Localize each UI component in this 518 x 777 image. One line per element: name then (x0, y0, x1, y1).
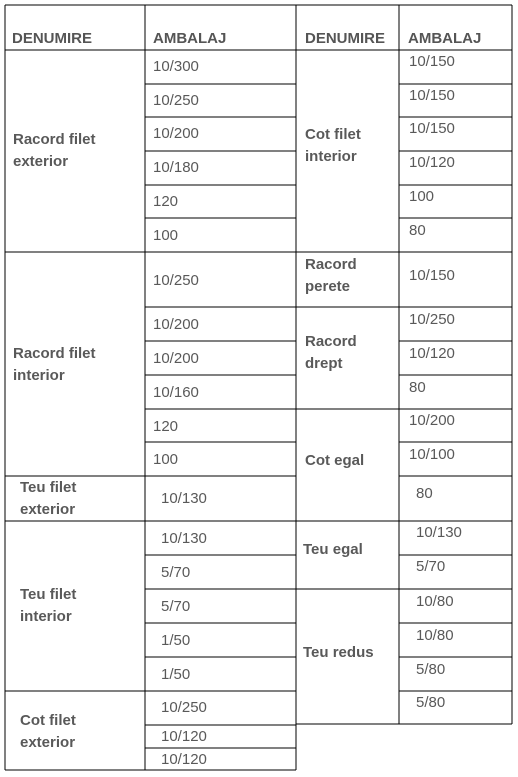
pack-value: 10/130 (416, 524, 462, 541)
product-name: Teu filet interior (20, 586, 77, 625)
pack-value: 10/120 (409, 345, 455, 362)
header-right-denumire: DENUMIRE (305, 30, 386, 47)
product-name: Teu egal (303, 541, 363, 558)
pack-value: 120 (153, 193, 179, 210)
pack-value: 5/80 (416, 694, 446, 711)
pack-value: 10/300 (153, 58, 199, 75)
pack-value: 80 (416, 485, 433, 502)
pack-value: 5/70 (161, 564, 191, 581)
pack-value: 10/200 (153, 316, 199, 333)
product-name: Racord filet interior (13, 345, 96, 384)
product-name: Cot egal (305, 452, 365, 469)
pack-value: 10/200 (153, 125, 199, 142)
pack-value: 10/250 (153, 272, 199, 289)
pack-value: 120 (153, 418, 179, 435)
pack-value: 10/130 (161, 530, 207, 547)
pack-value: 10/130 (161, 490, 207, 507)
pack-value: 10/200 (153, 350, 199, 367)
pack-value: 5/80 (416, 661, 446, 678)
pack-value: 10/80 (416, 627, 454, 644)
header-right-ambalaj: AMBALAJ (408, 30, 482, 47)
pack-value: 10/150 (409, 53, 455, 70)
pack-value: 1/50 (161, 632, 191, 649)
pack-value: 100 (153, 451, 179, 468)
pack-value: 10/250 (153, 92, 199, 109)
pack-value: 10/200 (409, 412, 455, 429)
pack-value: 10/100 (409, 446, 455, 463)
product-name: Teu redus (303, 644, 374, 661)
product-name: Teu filet exterior (20, 479, 77, 518)
pack-value: 10/180 (153, 159, 199, 176)
pack-value: 10/120 (161, 751, 207, 768)
pack-value: 10/250 (409, 311, 455, 328)
header-left-ambalaj: AMBALAJ (153, 30, 227, 47)
pack-value: 10/80 (416, 593, 454, 610)
pack-value: 10/150 (409, 120, 455, 137)
pack-value: 100 (153, 227, 179, 244)
pack-value: 80 (409, 222, 426, 239)
pack-value: 10/120 (161, 728, 207, 745)
pack-value: 1/50 (161, 666, 191, 683)
pack-value: 80 (409, 379, 426, 396)
pack-value: 10/150 (409, 87, 455, 104)
product-name: Racord filet exterior (13, 131, 96, 170)
pack-value: 10/150 (409, 267, 455, 284)
pack-value: 10/120 (409, 154, 455, 171)
product-name: Cot filet exterior (20, 712, 76, 751)
pack-value: 100 (409, 188, 435, 205)
header-left-denumire: DENUMIRE (12, 30, 93, 47)
product-name: Racord drept (305, 333, 357, 372)
pack-value: 10/250 (161, 699, 207, 716)
product-name: Racord perete (305, 256, 357, 295)
pack-value: 10/160 (153, 384, 199, 401)
pack-value: 5/70 (416, 558, 446, 575)
pack-value: 5/70 (161, 598, 191, 615)
product-name: Cot filet interior (305, 126, 361, 165)
